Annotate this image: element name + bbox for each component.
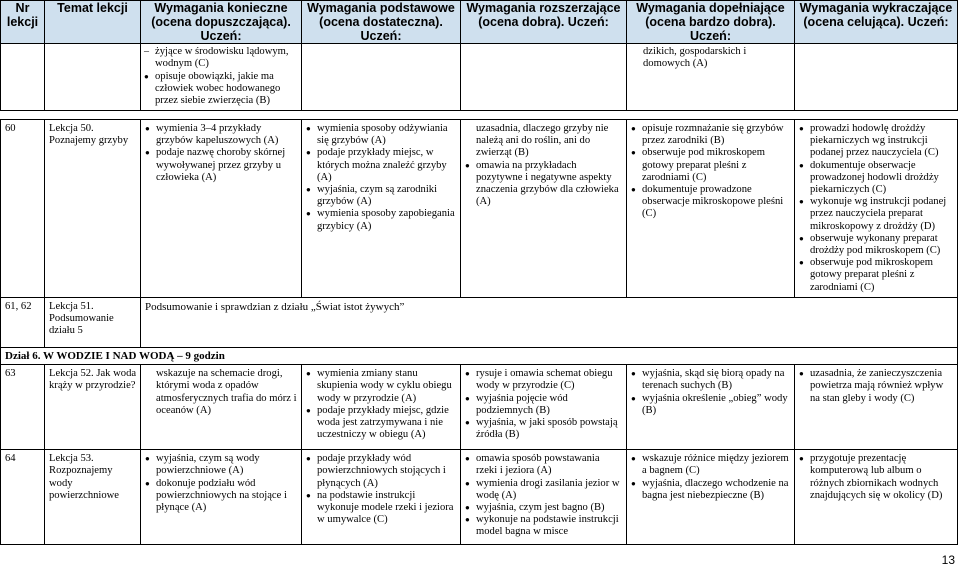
list-item: ● uzasadnia, że zanieczyszczenia powietrza mają również wpływ na stan gleby i wody (C) [799, 368, 954, 405]
cell-wykraczajace [795, 450, 958, 545]
list-item: ● wyjaśnia, czym są zarodniki grzybów (A) [306, 184, 457, 208]
list-item: ● wymienia zmiany stanu skupienia wody w cyklu obiegu wody w przyrodzie (A) [306, 368, 457, 405]
list-item: ● wyjaśnia, w jaki sposób powstają źródła (B) [465, 417, 623, 441]
list-item: ● wymienia sposoby zapobiegania grzybicy (A) [306, 208, 457, 232]
list-item: ● dokumentuje prowadzone obserwacje mikroskopowe pleśni (C) [631, 184, 791, 221]
cell-rozszerzajace [461, 450, 627, 545]
list-item: ● wymienia sposoby odżywiania się grzybów (A) [306, 123, 457, 147]
list-item: ● omawia na przykładach pozytywne i negatywne aspekty znaczenia grzybów dla człowieka (A) [465, 160, 623, 209]
lesson-title: Lekcja 53. Rozpoznajemy wody powierzchniowe [45, 450, 141, 545]
header-nr: Nr lekcji [1, 1, 45, 44]
cell-podstawowe [302, 365, 461, 450]
header-konieczne: Wymagania konieczne (ocena dopuszczająca). Uczeń: [141, 1, 302, 44]
lesson-nr: 63 [1, 365, 45, 450]
list-item: ● wskazuje różnice między jeziorem a bagnem (C) [631, 453, 791, 477]
list-item: ● obserwuje wykonany preparat drożdży pod mikroskopem (C) [799, 233, 954, 257]
lessons-table [0, 119, 958, 545]
list-item: ● opisuje rozmnażanie się grzybów przez zarodniki (B) [631, 123, 791, 147]
list-item: ● na podstawie instrukcji wykonuje modele rzeki i jeziora w umywalce (C) [306, 490, 457, 527]
list-item: ● wymienia drogi zasilania jezior w wodę (A) [465, 478, 623, 502]
list-item: ● rysuje i omawia schemat obiegu wody w przyrodzie (C) [465, 368, 623, 392]
continuation-dopelniajace: dzikich, gospodarskich i domowych (A) [627, 44, 795, 111]
header-table [0, 0, 958, 111]
header-podstawowe: Wymagania podstawowe (ocena dostateczna). Uczeń: [302, 1, 461, 44]
table-row [1, 120, 958, 298]
list-item: ● wyjaśnia, skąd się biorą opady na terenach suchych (B) [631, 368, 791, 392]
cell-dopelniajace [627, 365, 795, 450]
cell-podstawowe [302, 120, 461, 298]
list-item: ● dokumentuje obserwacje prowadzonej hodowli drożdży piekarniczych (C) [799, 160, 954, 197]
list-item: ● wyjaśnia pojęcie wód podziemnych (B) [465, 393, 623, 417]
list-item: ● opisuje obowiązki, jakie ma człowiek wobec hodowanego przez siebie zwierzęcia (B) [144, 71, 298, 108]
list-item: ● wyjaśnia, dlaczego wchodzenie na bagna jest niebezpieczne (B) [631, 478, 791, 502]
list-item: ● wymienia 3–4 przykłady grzybów kapeluszowych (A) [145, 123, 298, 147]
lesson-title: Lekcja 52. Jak woda krąży w przyrodzie? [45, 365, 141, 450]
summary-cell: Podsumowanie i sprawdzian z działu „Świat istot żywych” [141, 298, 958, 348]
list-item: ● wyjaśnia, czym jest bagno (B) [465, 502, 623, 514]
list-item: ● podaje przykłady wód powierzchniowych stojących i płynących (A) [306, 453, 457, 490]
header-wykraczajace: Wymagania wykraczające (ocena celująca). Uczeń: [795, 1, 958, 44]
table-row [1, 365, 958, 450]
list-item: ● wyjaśnia, czym są wody powierzchniowe (A) [145, 453, 298, 477]
list-item: ● dokonuje podziału wód powierzchniowych na stojące i płynące (A) [145, 478, 298, 515]
lesson-nr: 64 [1, 450, 45, 545]
list-item: ● wykonuje wg instrukcji podanej przez nauczyciela preparat mikroskopowy z drożdży (D) [799, 196, 954, 233]
list-item: uzasadnia, dlaczego grzyby nie należą ani do roślin, ani do zwierząt (B) [476, 123, 609, 159]
table-row [1, 450, 958, 545]
cell-rozszerzajace [461, 120, 627, 298]
list-item: – żyjące w środowisku lądowym, wodnym (C) [144, 46, 298, 71]
cell-rozszerzajace [461, 365, 627, 450]
header-temat: Temat lekcji [45, 1, 141, 44]
cell-konieczne [141, 365, 302, 450]
cell-konieczne [141, 450, 302, 545]
list-item: ● omawia sposób powstawania rzeki i jeziora (A) [465, 453, 623, 477]
list-item: ● prowadzi hodowlę drożdży piekarniczych wg instrukcji podanej przez nauczyciela (C) [799, 123, 954, 160]
list-item: ● podaje przykłady miejsc, w których można znaleźć grzyby (A) [306, 147, 457, 184]
continuation-konieczne [141, 44, 302, 111]
cell-podstawowe [302, 450, 461, 545]
cell-wykraczajace [795, 120, 958, 298]
lesson-nr: 61, 62 [1, 298, 45, 348]
section-heading: Dział 6. W WODZIE I NAD WODĄ – 9 godzin [1, 348, 958, 365]
section-row [1, 348, 958, 365]
list-item: ● przygotuje prezentację komputerową lub album o różnych zbiornikach wodnych znajdujących się w okolicy (D) [799, 453, 954, 502]
header-dopelniajace: Wymagania dopełniające (ocena bardzo dobra). Uczeń: [627, 1, 795, 44]
table-row [1, 298, 958, 348]
cell-konieczne [141, 120, 302, 298]
header-row [1, 1, 958, 44]
list-item: ● obserwuje pod mikroskopem gotowy preparat pleśni z zarodniami (C) [799, 257, 954, 294]
cell-wykraczajace [795, 365, 958, 450]
lesson-nr: 60 [1, 120, 45, 298]
lesson-title: Lekcja 50. Poznajemy grzyby [45, 120, 141, 298]
list-item: ● wyjaśnia określenie „obieg” wody (B) [631, 393, 791, 417]
list-item: ● wykonuje na podstawie instrukcji model bagna w misce [465, 514, 623, 538]
list-item: ● obserwuje pod mikroskopem gotowy preparat pleśni z zarodniami (C) [631, 147, 791, 184]
page-number: 13 [941, 553, 955, 567]
continuation-row [1, 44, 958, 111]
header-rozszerzajace: Wymagania rozszerzające (ocena dobra). Uczeń: [461, 1, 627, 44]
lesson-title: Lekcja 51. Podsumowanie działu 5 [45, 298, 141, 348]
cell-dopelniajace [627, 120, 795, 298]
list-item: wskazuje na schemacie drogi, którymi woda z opadów atmosferycznych trafia do mórz i oceanów (A) [156, 368, 297, 416]
cell-dopelniajace [627, 450, 795, 545]
list-item: ● podaje przykłady miejsc, gdzie woda jest zatrzymywana i nie uczestniczy w obiegu (A) [306, 405, 457, 442]
list-item: ● podaje nazwę choroby skórnej wywoływanej przez grzyby u człowieka (A) [145, 147, 298, 184]
